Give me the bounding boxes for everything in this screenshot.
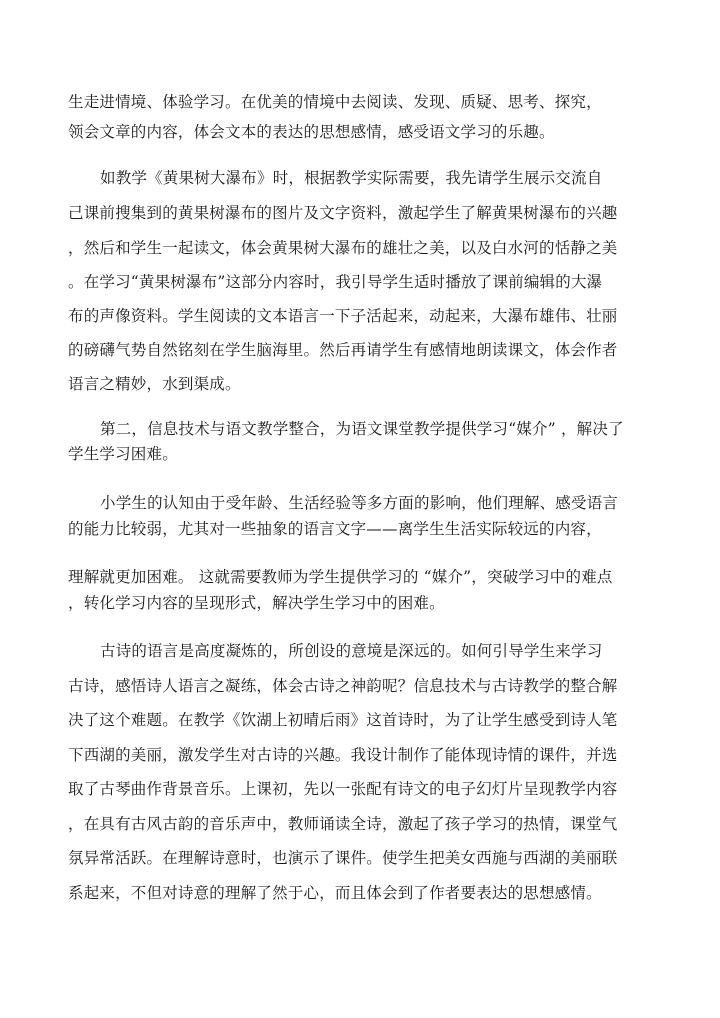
- paragraph-2-line-6: 的磅礴气势自然铭刻在学生脑海里。然后再请学生有感情地朗读课文，体会作者: [68, 341, 618, 359]
- paragraph-4-line-1: 小学生的认知由于受年龄、生活经验等多方面的影响，他们理解、感受语言: [100, 494, 619, 512]
- paragraph-5-line-4: 下西湖的美丽，激发学生对古诗的兴趣。我设计制作了能体现诗情的课件，并选: [68, 746, 618, 764]
- paragraph-3-line-2: 学生学习困难。: [68, 445, 178, 463]
- paragraph-5-line-7: 氛异常活跃。在理解诗意时，也演示了课件。使学生把美女西施与西湖的美丽联: [68, 849, 618, 867]
- paragraph-3-line-1: 第二，信息技术与语文教学整合，为语文课堂教学提供学习“媒介” ，解决了: [100, 420, 624, 438]
- paragraph-1-line-2: 领会文章的内容，体会文本的表达的思想感情，感受语文学习的乐趣。: [68, 123, 555, 141]
- paragraph-1-line-1: 生走进情境、体验学习。在优美的情境中去阅读、发现、质疑、思考、探究，: [68, 93, 602, 111]
- paragraph-2-line-3: ，然后和学生一起读文，体会黄果树大瀑布的雄壮之美，以及白水河的恬静之美: [68, 239, 618, 257]
- paragraph-2-line-7: 语言之精妙，水到渠成。: [68, 375, 241, 393]
- paragraph-5-line-6: ，在具有古风古韵的音乐声中，教师诵读全诗，激起了孩子学习的热情，课堂气: [68, 815, 618, 833]
- paragraph-4-line-3: 理解就更加困难。 这就需要教师为学生提供学习的 “媒介”，突破学习中的难点: [68, 568, 613, 586]
- paragraph-2-line-5: 布的声像资料。学生阅读的文本语言一下子活起来，动起来，大瀑布雄伟、壮丽: [68, 307, 618, 325]
- paragraph-2-line-1: 如教学《黄果树大瀑布》时，根据教学实际需要，我先请学生展示交流自: [100, 169, 603, 187]
- paragraph-2-line-4: 。在学习“黄果树瀑布”这部分内容时，我引导学生适时播放了课前编辑的大瀑: [68, 273, 603, 291]
- paragraph-5-line-2: 古诗，感悟诗人语言之凝练，体会古诗之神韵呢？信息技术与古诗教学的整合解: [68, 677, 618, 695]
- paragraph-5-line-8: 系起来，不但对诗意的理解了然于心，而且体会到了作者要表达的思想感情。: [68, 884, 602, 902]
- paragraph-5-line-5: 取了古琴曲作背景音乐。上课初，先以一张配有诗文的电子幻灯片呈现教学内容: [68, 780, 618, 798]
- paragraph-4-line-2: 的能力比较弱，尤其对一些抽象的语言文字——离学生生活实际较远的内容，: [68, 520, 602, 538]
- paragraph-4-line-4: ，转化学习内容的呈现形式，解决学生学习中的困难。: [68, 594, 445, 612]
- paragraph-5-line-1: 古诗的语言是高度凝炼的，所创设的意境是深远的。如何引导学生来学习: [100, 642, 603, 660]
- paragraph-5-line-3: 决了这个难题。在教学《饮湖上初晴后雨》这首诗时，为了让学生感受到诗人笔: [68, 711, 618, 729]
- paragraph-2-line-2: 己课前搜集到的黄果树瀑布的图片及文字资料，激起学生了解黄果树瀑布的兴趣: [68, 204, 618, 222]
